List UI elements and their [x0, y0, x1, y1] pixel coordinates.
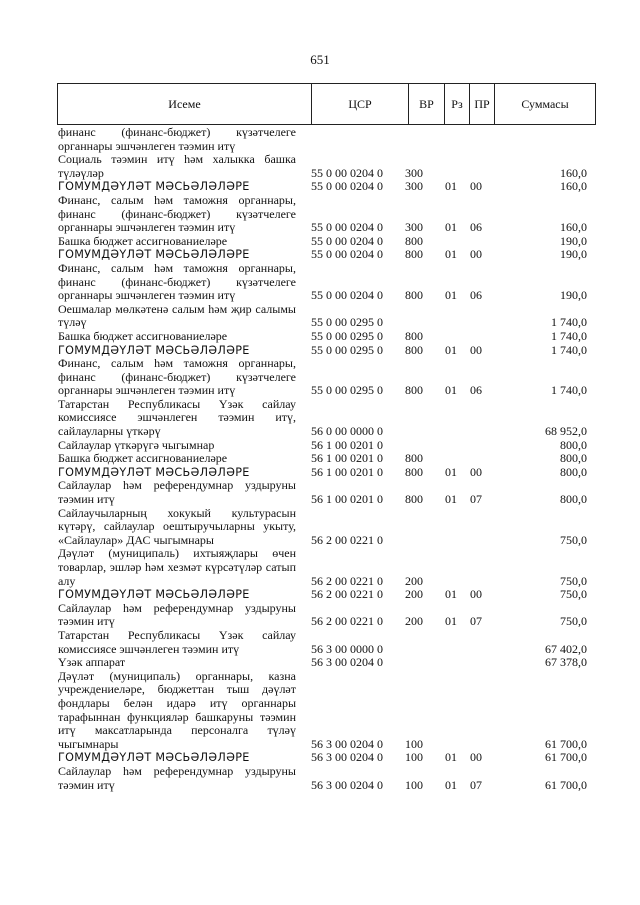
row-rz: 01 — [445, 614, 457, 629]
row-pr: 07 — [470, 614, 482, 629]
row-sum: 190,0 — [560, 288, 587, 303]
row-sum: 1 740,0 — [551, 328, 587, 343]
row-csr: 55 0 00 0295 0 — [311, 328, 383, 343]
row-sum: 1 740,0 — [551, 315, 587, 330]
row-vr: 800 — [405, 492, 423, 507]
row-csr: 56 1 00 0201 0 — [311, 451, 383, 466]
row-name: Оешмалар мөлкәтенә салым һәм җир салымы түләү — [58, 301, 296, 330]
row-name: Дәүләт (муниципаль) органнары, казна учреждениеләре, бюджеттан тыш дәүләт фондлары белән идарә итү органнары тарафыннан функцияләр башкаруны тәэмин итү максатларында персоналга түләү чыгымнары — [58, 668, 296, 751]
row-vr: 300 — [405, 165, 423, 180]
row-rz: 01 — [445, 777, 457, 792]
row-pr: 06 — [470, 220, 482, 235]
row-name: Башка бюджет ассигнованиеләре — [58, 233, 228, 248]
table-row — [58, 303, 596, 330]
table-header — [57, 83, 596, 125]
table-row — [58, 235, 596, 249]
row-name: Сайлаулар һәм референдумнар уздыруны тәэмин итү — [58, 478, 296, 507]
row-csr: 56 1 00 0201 0 — [311, 437, 383, 452]
row-sum: 800,0 — [560, 451, 587, 466]
table-row — [58, 344, 596, 358]
row-sum: 67 402,0 — [545, 641, 587, 656]
row-csr: 56 1 00 0201 0 — [311, 492, 383, 507]
row-csr: 56 1 00 0201 0 — [311, 464, 383, 479]
table-row — [58, 330, 596, 344]
table-row — [58, 248, 596, 262]
row-sum: 61 700,0 — [545, 777, 587, 792]
row-name: Финанс, салым һәм таможня органнары, финанс (финанс-бюджет) күзәтчелеге органнары эшчәнлеген тәэмин итү — [58, 192, 296, 235]
row-pr: 07 — [470, 777, 482, 792]
row-vr: 800 — [405, 288, 423, 303]
row-name: Башка бюджет ассигнованиеләре — [58, 451, 228, 466]
table-row — [58, 547, 596, 588]
row-vr: 100 — [405, 736, 423, 751]
row-vr: 200 — [405, 587, 423, 602]
row-csr: 56 2 00 0221 0 — [311, 614, 383, 629]
row-pr: 07 — [470, 492, 482, 507]
row-rz: 01 — [445, 342, 457, 357]
table-row — [58, 765, 596, 792]
row-sum: 800,0 — [560, 437, 587, 452]
row-vr: 100 — [405, 750, 423, 765]
row-name: ГОМУМДӘҮЛӘТ МӘСЬӘЛӘЛӘРЕ — [58, 751, 250, 765]
column-header-csr: ЦСР — [312, 84, 409, 124]
row-pr: 00 — [470, 247, 482, 262]
row-vr: 800 — [405, 342, 423, 357]
row-name: Башка бюджет ассигнованиеләре — [58, 328, 228, 343]
row-rz: 01 — [445, 383, 457, 398]
row-name: Сайлаулар һәм референдумнар уздыруны тәэмин итү — [58, 600, 296, 629]
row-name: финанс (финанс-бюджет) күзәтчелеге органнары эшчәнлеген тәэмин итү — [58, 125, 296, 153]
column-header-rz: Рз — [445, 84, 470, 124]
row-sum: 750,0 — [560, 614, 587, 629]
row-sum: 800,0 — [560, 464, 587, 479]
page-number: 651 — [310, 52, 330, 67]
table-row — [58, 670, 596, 752]
row-csr: 56 3 00 0204 0 — [311, 777, 383, 792]
column-header-pr: ПР — [470, 84, 495, 124]
row-name: Дәүләт (муниципаль) ихтыяҗлары өчен товарлар, эшләр һәм хезмәт күрсәтүләр сатып алу — [58, 546, 296, 588]
row-name: Финанс, салым һәм таможня органнары, финанс (финанс-бюджет) күзәтчелеге органнары эшчәнлеген тәэмин итү — [58, 260, 296, 303]
row-vr: 200 — [405, 614, 423, 629]
row-rz: 01 — [445, 587, 457, 602]
table-row — [58, 602, 596, 629]
row-rz: 01 — [445, 179, 457, 194]
table-row — [58, 194, 596, 235]
row-sum: 61 700,0 — [545, 750, 587, 765]
table-row — [58, 479, 596, 506]
table-row — [58, 180, 596, 194]
row-rz: 01 — [445, 288, 457, 303]
row-vr: 300 — [405, 220, 423, 235]
row-sum: 61 700,0 — [545, 736, 587, 751]
row-pr: 06 — [470, 288, 482, 303]
table-row — [58, 126, 596, 153]
row-sum: 750,0 — [560, 573, 587, 588]
row-sum: 190,0 — [560, 247, 587, 262]
table-row — [58, 153, 596, 180]
row-csr: 55 0 00 0204 0 — [311, 179, 383, 194]
row-sum: 750,0 — [560, 587, 587, 602]
table-row — [58, 439, 596, 453]
row-name: ГОМУМДӘҮЛӘТ МӘСЬӘЛӘЛӘРЕ — [58, 248, 250, 262]
row-csr: 55 0 00 0295 0 — [311, 383, 383, 398]
row-name: Социаль тәэмин итү һәм халыкка башка түләүләр — [58, 152, 296, 180]
row-sum: 1 740,0 — [551, 342, 587, 357]
table-row — [58, 398, 596, 439]
row-pr: 00 — [470, 342, 482, 357]
row-sum: 750,0 — [560, 532, 587, 547]
row-pr: 00 — [470, 179, 482, 194]
column-header-name: Исеме — [58, 84, 312, 124]
row-rz: 01 — [445, 247, 457, 262]
row-vr: 800 — [405, 451, 423, 466]
row-csr: 55 0 00 0204 0 — [311, 165, 383, 180]
row-pr: 00 — [470, 750, 482, 765]
row-sum: 1 740,0 — [551, 383, 587, 398]
row-pr: 00 — [470, 464, 482, 479]
row-sum: 160,0 — [560, 179, 587, 194]
row-csr: 56 3 00 0000 0 — [311, 641, 383, 656]
row-csr: 55 0 00 0204 0 — [311, 288, 383, 303]
table-row — [58, 262, 596, 303]
row-name: ГОМУМДӘҮЛӘТ МӘСЬӘЛӘЛӘРЕ — [58, 180, 250, 194]
row-name: Финанс, салым һәм таможня органнары, финанс (финанс-бюджет) күзәтчелеге органнары эшчәнлеген тәэмин итү — [58, 356, 296, 398]
table-row — [58, 507, 596, 548]
row-csr: 56 2 00 0221 0 — [311, 587, 383, 602]
row-rz: 01 — [445, 750, 457, 765]
row-vr: 800 — [405, 233, 423, 248]
row-vr: 300 — [405, 179, 423, 194]
row-rz: 01 — [445, 464, 457, 479]
row-name: Сайлаучыларның хокукый культурасын күтәрү, сайлаулар оештыручыларны укыту, «Сайлаулар» ДАС чыгымнары — [58, 505, 296, 547]
row-pr: 06 — [470, 383, 482, 398]
row-sum: 67 378,0 — [545, 655, 587, 670]
row-sum: 190,0 — [560, 233, 587, 248]
table-row — [58, 357, 596, 398]
row-vr: 800 — [405, 247, 423, 262]
row-csr: 56 3 00 0204 0 — [311, 750, 383, 765]
row-sum: 68 952,0 — [545, 424, 587, 439]
table-row — [58, 629, 596, 656]
row-csr: 56 2 00 0221 0 — [311, 573, 383, 588]
row-name: Татарстан Республикасы Үзәк сайлау комиссиясе эшчәнлеген тәэмин итү, сайлауларны үткәрү — [58, 396, 296, 439]
row-rz: 01 — [445, 220, 457, 235]
table-row — [58, 588, 596, 602]
table-row — [58, 452, 596, 466]
row-csr: 55 0 00 0204 0 — [311, 247, 383, 262]
row-name: ГОМУМДӘҮЛӘТ МӘСЬӘЛӘЛӘРЕ — [58, 465, 250, 479]
row-rz: 01 — [445, 492, 457, 507]
row-csr: 56 3 00 0204 0 — [311, 736, 383, 751]
row-csr: 56 0 00 0000 0 — [311, 424, 383, 439]
row-name: Сайлаулар үткәрүгә чыгымнар — [58, 437, 215, 452]
row-name: Татарстан Республикасы Үзәк сайлау комиссиясе эшчәнлеген тәэмин итү — [58, 627, 296, 656]
row-vr: 100 — [405, 777, 423, 792]
row-sum: 800,0 — [560, 492, 587, 507]
row-csr: 56 2 00 0221 0 — [311, 532, 383, 547]
row-sum: 160,0 — [560, 165, 587, 180]
row-name: Сайлаулар һәм референдумнар уздыруны тәэмин итү — [58, 763, 296, 792]
row-sum: 160,0 — [560, 220, 587, 235]
row-name: Үзәк аппарат — [58, 655, 126, 670]
row-vr: 800 — [405, 383, 423, 398]
row-name: ГОМУМДӘҮЛӘТ МӘСЬӘЛӘЛӘРЕ — [58, 343, 250, 357]
column-header-vr: ВР — [409, 84, 445, 124]
table-row — [58, 466, 596, 480]
row-vr: 200 — [405, 573, 423, 588]
row-csr: 55 0 00 0204 0 — [311, 220, 383, 235]
table-row — [58, 751, 596, 765]
table-row — [58, 656, 596, 670]
row-csr: 55 0 00 0295 0 — [311, 315, 383, 330]
row-name: ГОМУМДӘҮЛӘТ МӘСЬӘЛӘЛӘРЕ — [58, 588, 250, 602]
row-csr: 56 3 00 0204 0 — [311, 655, 383, 670]
budget-table-body — [58, 126, 596, 792]
row-vr: 800 — [405, 328, 423, 343]
column-header-sum: Суммасы — [521, 97, 569, 111]
row-vr: 800 — [405, 464, 423, 479]
row-csr: 55 0 00 0204 0 — [311, 233, 383, 248]
row-csr: 55 0 00 0295 0 — [311, 342, 383, 357]
row-pr: 00 — [470, 587, 482, 602]
